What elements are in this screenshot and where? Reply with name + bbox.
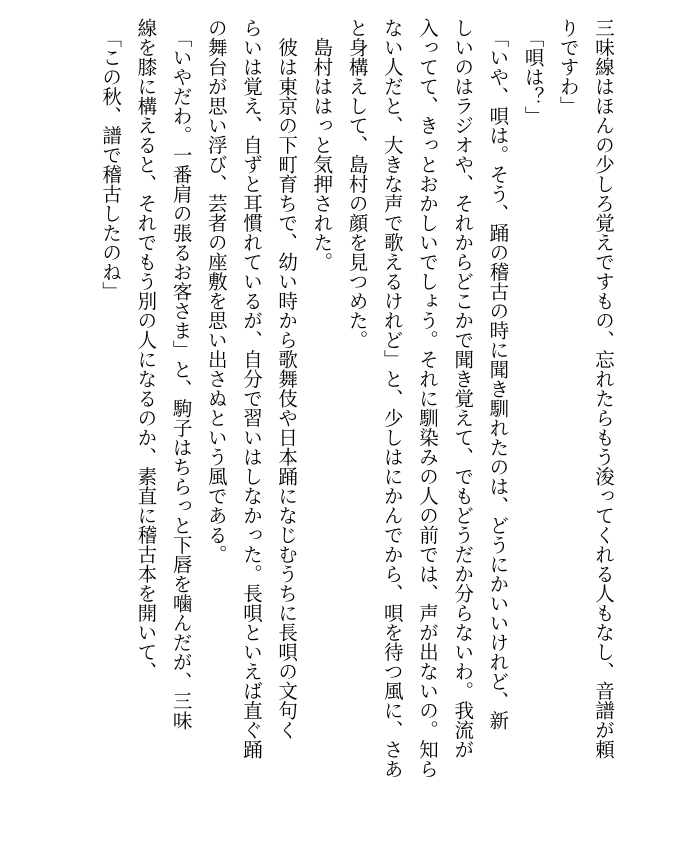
text-line: ない人だと、大きな声で歌えるけれど」と、少しはにかんでから、唄を待つ風に、さあ: [380, 18, 404, 779]
text-line: りですわ」: [556, 18, 580, 116]
text-line: と身構えして、島村の顔を見つめた。: [345, 18, 369, 350]
text-line: の舞台が思い浮び、芸者の座敷を思い出さぬという風である。: [204, 18, 228, 564]
text-line: 「いや、唄は。そう、踊の稽古の時に聞き馴れたのは、どうにかいいけれど、新: [486, 18, 510, 730]
text-line: 島村ははっと気押された。: [310, 18, 334, 272]
text-line: 彼は東京の下町育ちで、幼い時から歌舞伎や日本踊になじむうちに長唄の文句く: [275, 18, 299, 740]
text-line: 線を膝に構えると、それでもう別の人になるのか、素直に稽古本を開いて、: [134, 18, 158, 681]
text-line: 三味線はほんの少しろ覚えですもの、忘れたらもう浚ってくれる人もなし、音譜が頼: [592, 18, 615, 759]
vertical-text-body: [93, 18, 621, 808]
text-line: 「いやだわ。一番肩の張るお客さま」と、駒子はちらっと下唇を噛んだが、三味: [169, 18, 193, 730]
text-line: 「唄は？」: [521, 18, 545, 126]
text-line: らいは覚え、自ずと耳慣れているが、自分で習いはしなかった。長唄といえば直ぐ踊: [239, 18, 263, 759]
text-line: 入ってて、きっとおかしいでしょう。それに馴染みの人の前では、声が出ないの。知ら: [415, 18, 439, 779]
text-line: しいのはラジオや、それからどこかで聞き覚えて、でもどうだか分らないわ。我流が: [451, 18, 475, 759]
text-line: 「この秋、譜で稽古したのね」: [99, 18, 123, 301]
